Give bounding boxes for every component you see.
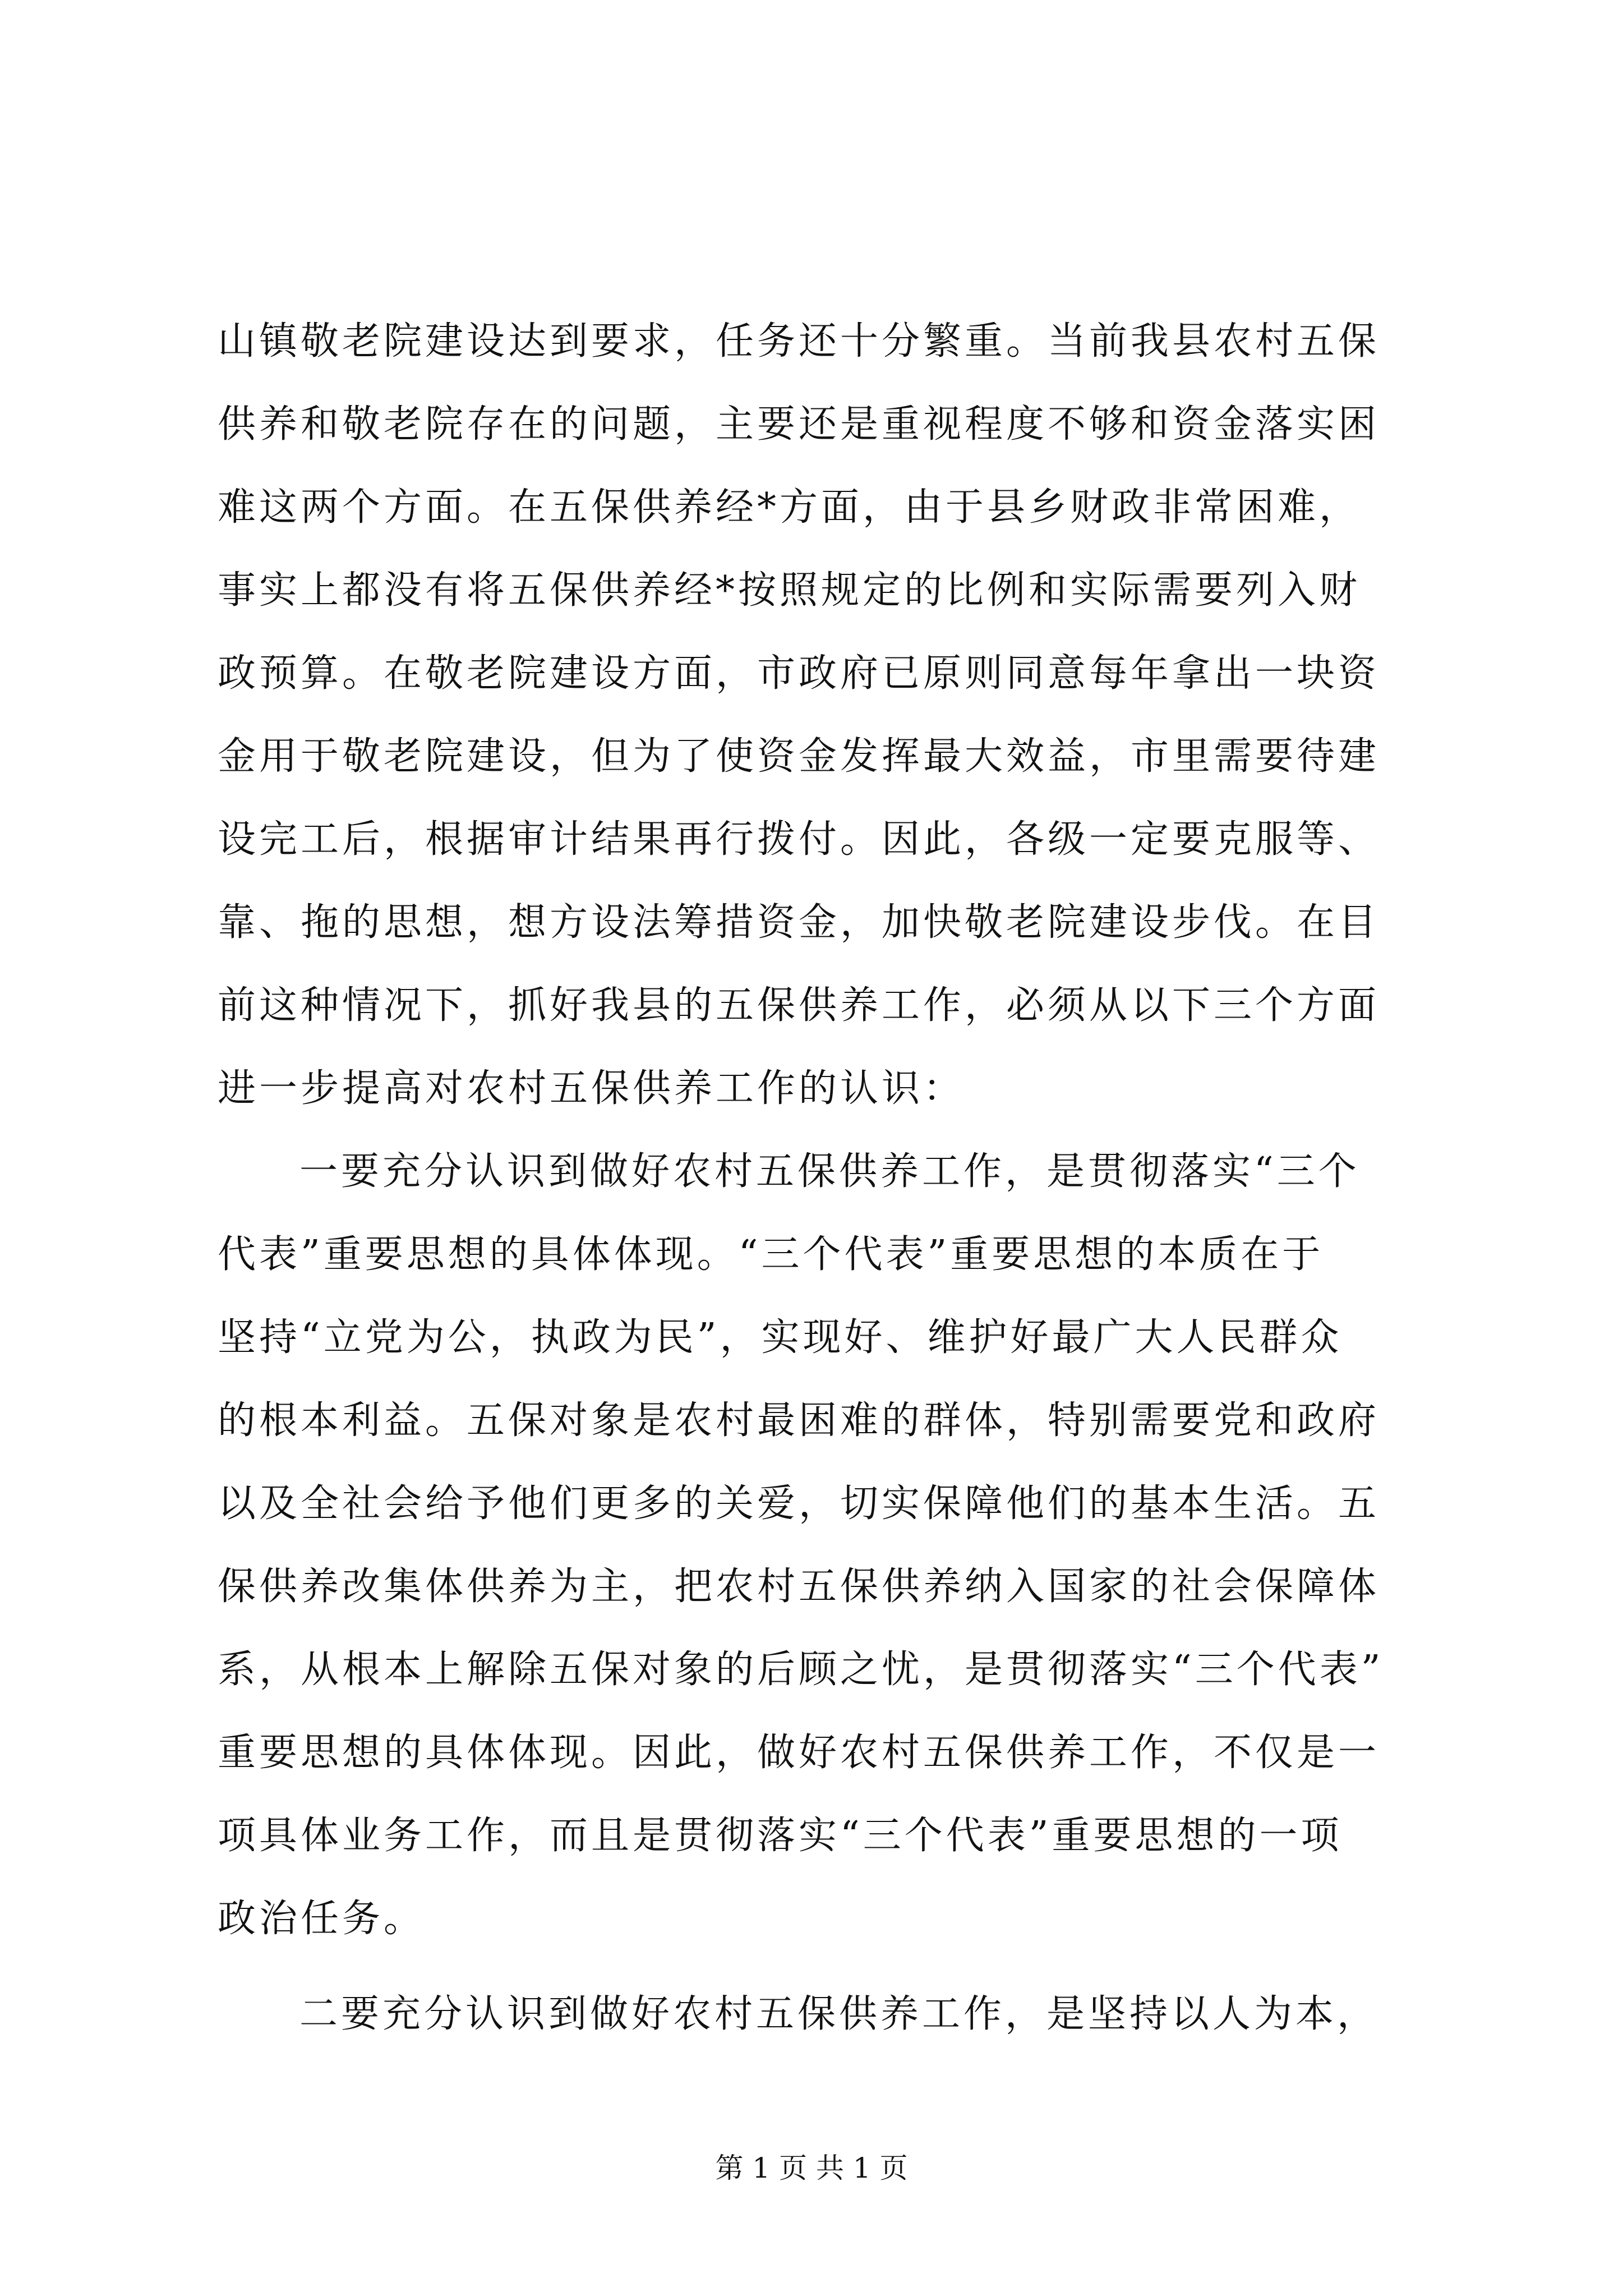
paragraph-start-line: 二要充分认识到做好农村五保供养工作，是坚持以人为本， — [299, 1992, 1379, 2036]
text-line: 事实上都没有将五保供养经*按照规定的比例和实际需要列入财 — [218, 568, 1361, 613]
text-line: 前这种情况下，抓好我县的五保供养工作，必须从以下三个方面 — [218, 983, 1380, 1028]
text-line: 进一步提高对农村五保供养工作的认识： — [218, 1066, 965, 1111]
text-line: 重要思想的具体体现。因此，做好农村五保供养工作，不仅是一 — [218, 1731, 1380, 1775]
document-body — [218, 300, 1423, 2056]
text-line: 以及全社会给予他们更多的关爱，切实保障他们的基本生活。五 — [218, 1481, 1380, 1526]
text-line: 难这两个方面。在五保供养经*方面，由于县乡财政非常困难， — [218, 485, 1361, 530]
text-line: 山镇敬老院建设达到要求，任务还十分繁重。当前我县农村五保 — [218, 319, 1380, 364]
text-line: 政治任务。 — [218, 1897, 426, 1941]
text-line: 系，从根本上解除五保对象的后顾之忧，是贯彻落实“三个代表” — [218, 1648, 1384, 1692]
text-line: 靠、拖的思想，想方设法筹措资金，加快敬老院建设步伐。在目 — [218, 900, 1380, 945]
text-line: 坚持“立党为公，执政为民”，实现好、维护好最广大人民群众 — [218, 1315, 1343, 1360]
text-line: 项具体业务工作，而且是贯彻落实“三个代表”重要思想的一项 — [218, 1814, 1343, 1858]
text-line: 代表”重要思想的具体体现。“三个代表”重要思想的本质在于 — [218, 1232, 1324, 1277]
text-line: 供养和敬老院存在的问题，主要还是重视程度不够和资金落实困 — [218, 402, 1380, 447]
text-line: 金用于敬老院建设，但为了使资金发挥最大效益，市里需要待建 — [218, 734, 1380, 779]
text-line: 政预算。在敬老院建设方面，市政府已原则同意每年拿出一块资 — [218, 651, 1380, 696]
text-line: 保供养改集体供养为主，把农村五保供养纳入国家的社会保障体 — [218, 1565, 1380, 1609]
paragraph-start-line: 一要充分认识到做好农村五保供养工作，是贯彻落实“三个 — [299, 1149, 1360, 1194]
text-line: 的根本利益。五保对象是农村最困难的群体，特别需要党和政府 — [218, 1398, 1380, 1443]
page-footer: 第 1 页 共 1 页 — [715, 2152, 908, 2184]
text-line: 设完工后，根据审计结果再行拨付。因此，各级一定要克服等、 — [218, 817, 1380, 862]
